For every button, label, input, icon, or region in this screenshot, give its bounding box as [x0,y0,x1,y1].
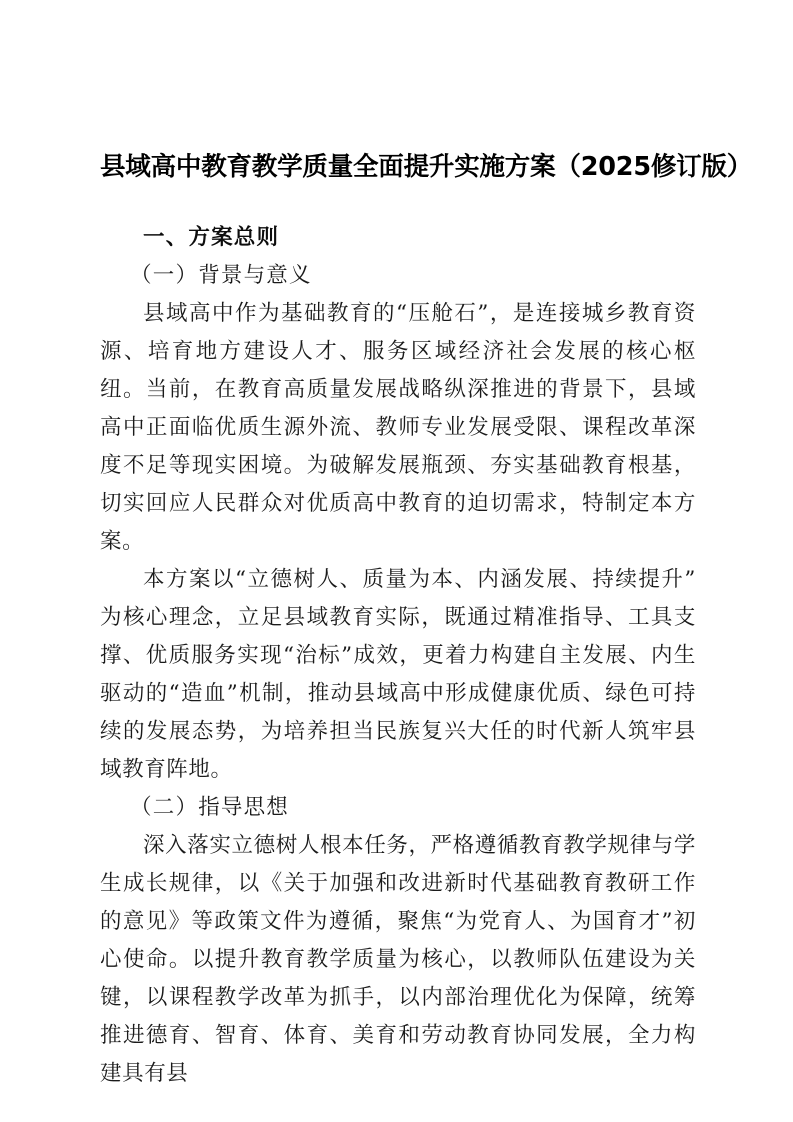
document-body [100,219,696,1093]
subsection-heading-guiding-thought: （二）指导思想 [130,795,289,820]
section-heading-1: 一、方案总则 [143,225,280,250]
subsection-heading-background: （一）背景与意义 [130,263,312,288]
page-title: 县域高中教育教学质量全面提升实施方案（2025修订版） [100,152,753,182]
paragraph-background-1: 县域高中作为基础教育的“压舱石”，是连接城乡教育资源、培育地方建设人才、服务区域经济社会发展的核心枢纽。当前，在教育高质量发展战略纵深推进的背景下，县域高中正面临优质生源外流、教师专业发展受限、课程改革深度不足等现实困境。为破解发展瓶颈、夯实基础教育根基，切实回应人民群众对优质高中教育的迫切需求，特制定本方案。 [100,301,696,554]
paragraph-guiding-thought-1: 深入落实立德树人根本任务，严格遵循教育教学规律与学生成长规律，以《关于加强和改进新时代基础教育教研工作的意见》等政策文件为遵循，聚焦“为党育人、为国育才”初心使命。以提升教育教学质量为核心，以教师队伍建设为关键，以课程教学改革为抓手，以内部治理优化为保障，统筹推进德育、智育、体育、美育和劳动教育协同发展，全力构建具有县 [100,833,696,1086]
paragraph-background-2: 本方案以“立德树人、质量为本、内涵发展、持续提升”为核心理念，立足县域教育实际，既通过精准指导、工具支撑、优质服务实现“治标”成效，更着力构建自主发展、内生驱动的“造血”机制，推动县域高中形成健康优质、绿色可持续的发展态势，为培养担当民族复兴大任的时代新人筑牢县域教育阵地。 [100,567,696,782]
